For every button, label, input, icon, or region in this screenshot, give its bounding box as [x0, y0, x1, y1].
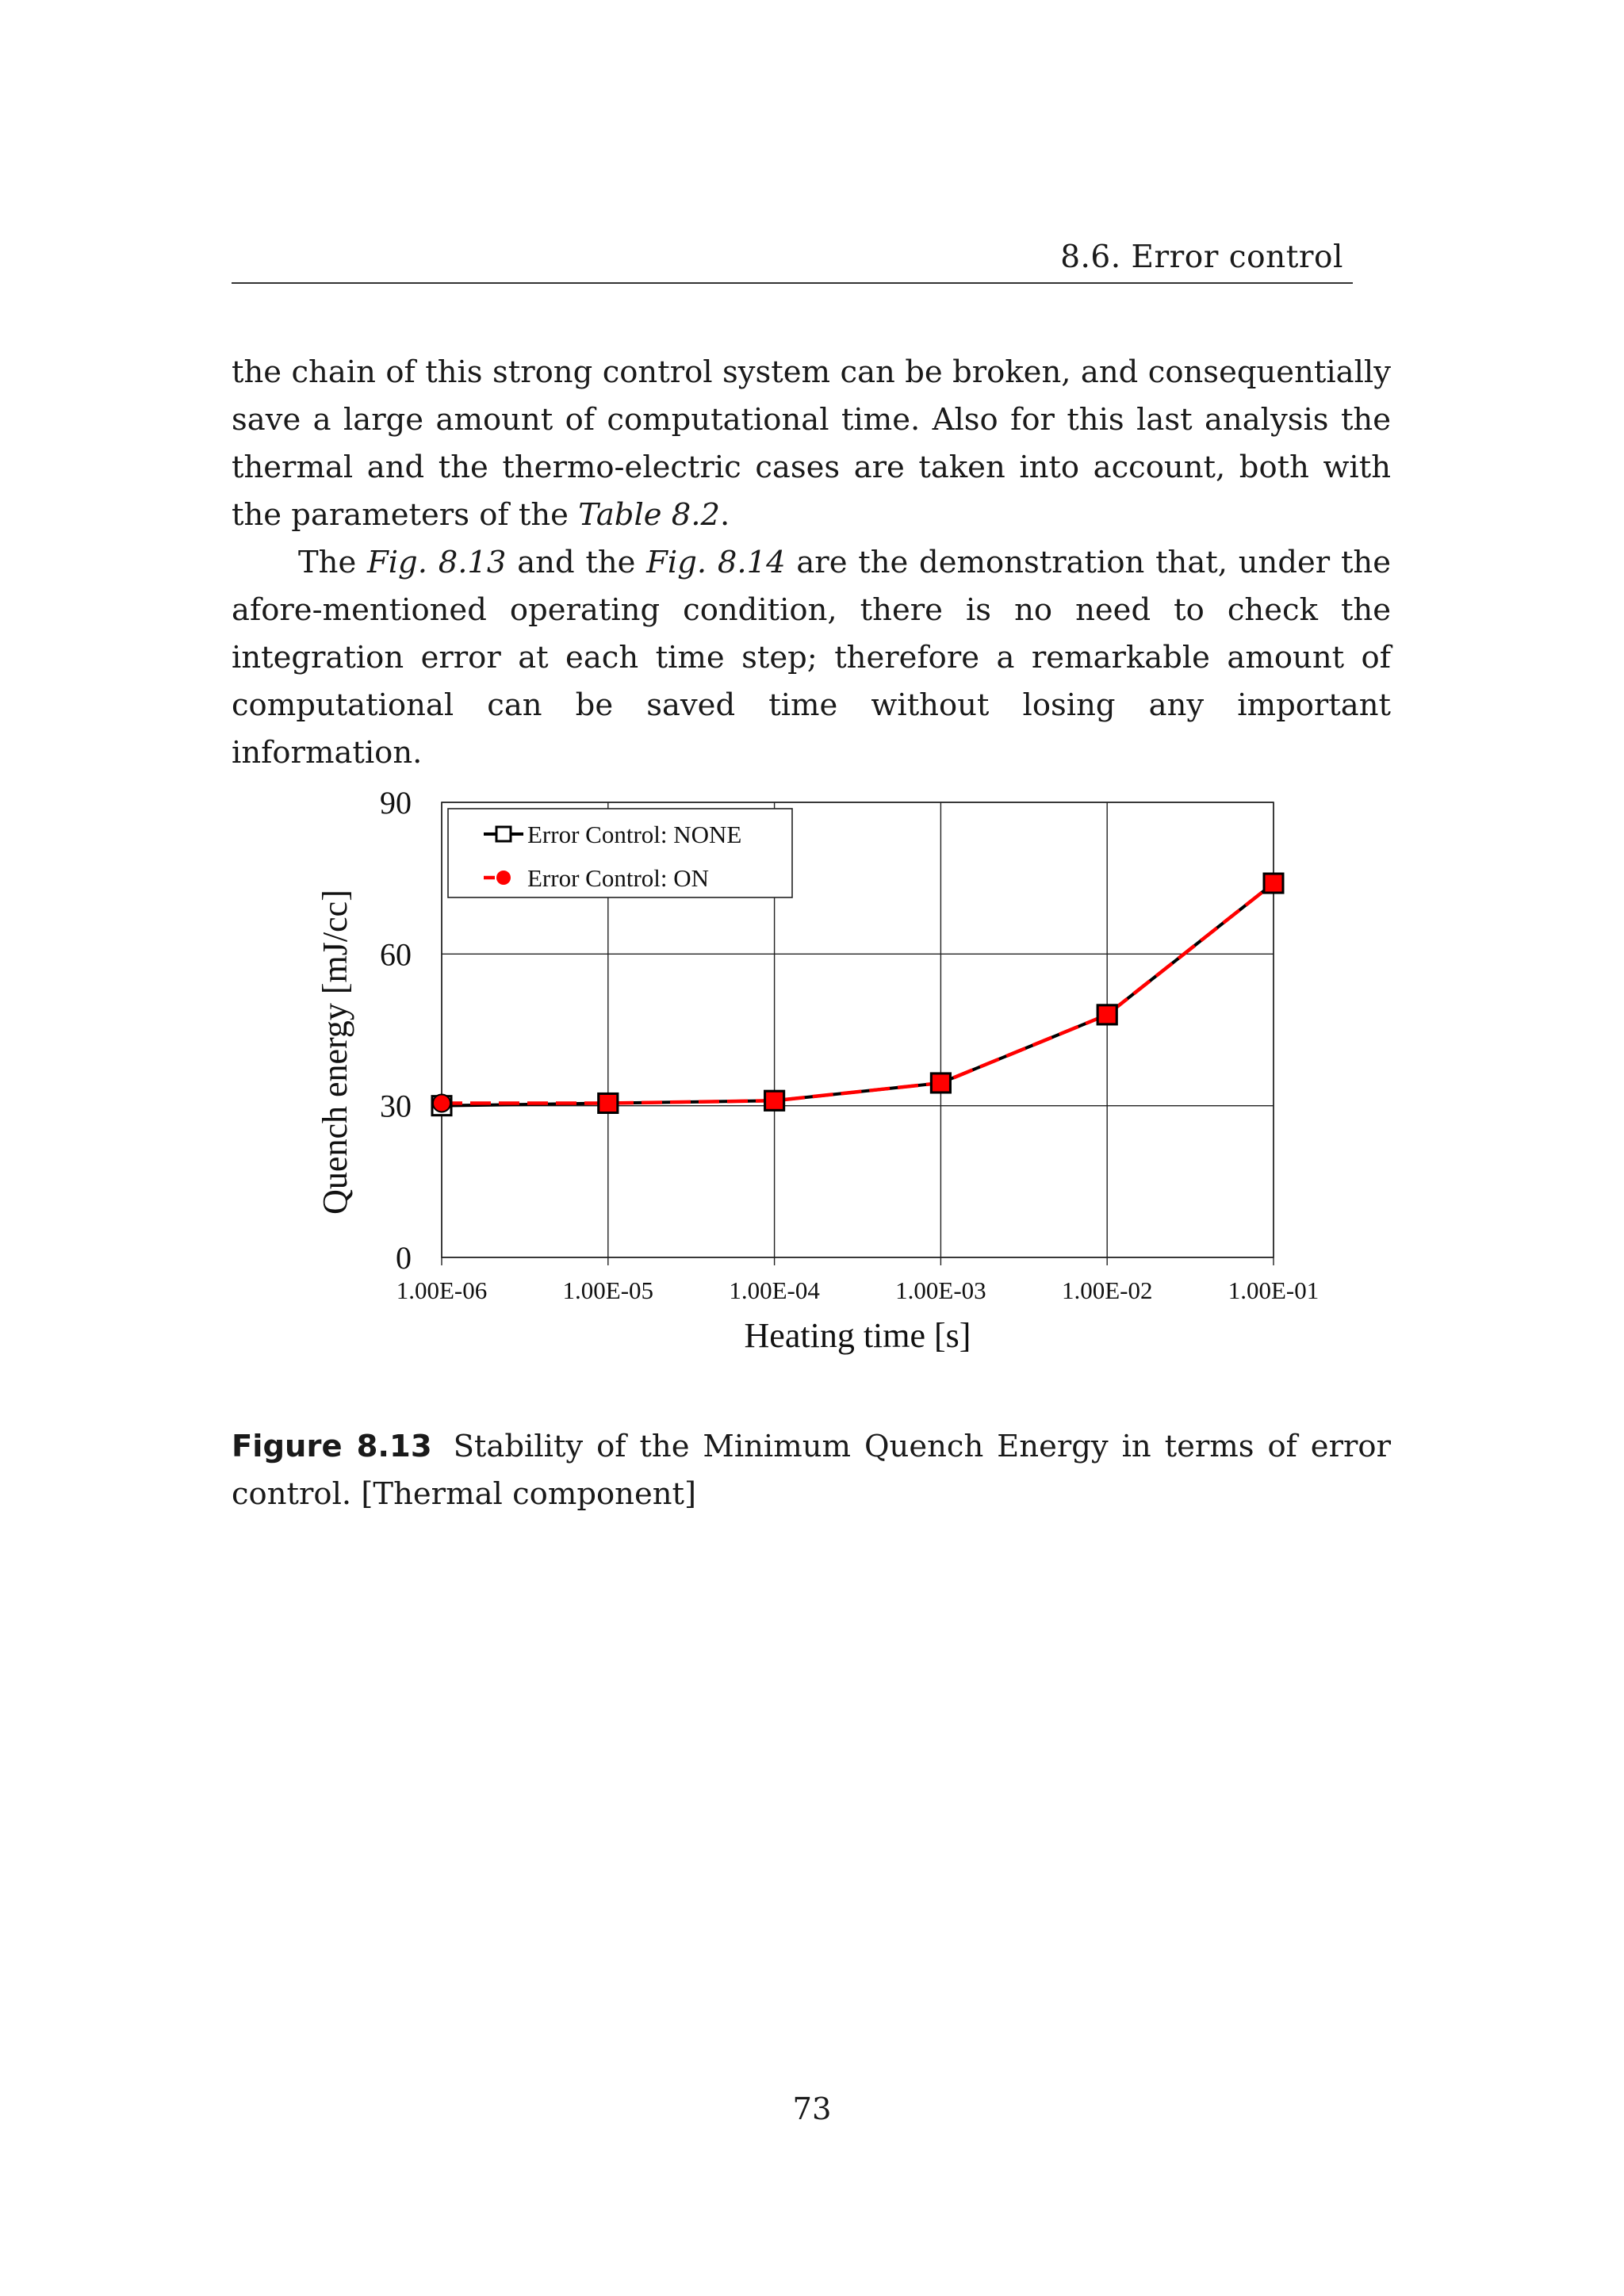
legend-marker-none [496, 827, 511, 841]
paragraph-2-end: are the demonstration that, under the afore-mentioned operating condition, there is no need to check the integration error at each time step; therefore a remarkable amount of computational can be saved time without losing any important information. [232, 545, 1392, 771]
y-tick-label: 0 [396, 1240, 412, 1276]
x-axis-label: Heating time [s] [744, 1316, 971, 1355]
paragraph-1-end: . [720, 497, 730, 533]
series-line-on [442, 883, 1274, 1103]
x-tick-label: 1.00E-04 [729, 1276, 820, 1304]
y-axis-label: Quench energy [mJ/cc] [316, 890, 354, 1215]
x-tick-label: 1.00E-05 [562, 1276, 654, 1304]
x-tick-label: 1.00E-06 [396, 1276, 488, 1304]
y-tick-label: 60 [380, 936, 412, 973]
x-tick-label: 1.00E-03 [895, 1276, 986, 1304]
section-title: 8.6. Error control [1060, 239, 1343, 275]
body-text [232, 349, 1391, 777]
figure-ref-1: Fig. 8.13 [367, 545, 507, 580]
legend-marker-on [496, 871, 511, 885]
series-line-none [442, 883, 1274, 1106]
marker-on-square [765, 1091, 784, 1110]
legend-label-none: Error Control: NONE [527, 821, 742, 848]
marker-on-square [1264, 874, 1283, 893]
chart-legend [448, 809, 792, 897]
quench-energy-chart [313, 785, 1360, 1372]
caption-text: Stability of the Minimum Quench Energy in terms of error control. [Thermal component] [232, 1429, 1391, 1512]
paragraph-2 [232, 539, 1391, 777]
y-tick-label: 30 [380, 1088, 412, 1124]
legend-label-on: Error Control: ON [527, 864, 710, 892]
paragraph-2-mid: and the [506, 545, 647, 580]
table-ref: Table 8.2 [578, 497, 721, 533]
running-header [232, 235, 1353, 284]
marker-on-square [599, 1093, 618, 1112]
marker-on-square [1097, 1005, 1116, 1024]
marker-on-square [931, 1073, 950, 1093]
paragraph-2-start: The [298, 545, 368, 580]
y-tick-label: 90 [380, 785, 412, 821]
x-tick-label: 1.00E-01 [1228, 1276, 1320, 1304]
paragraph-1-text: the chain of this strong control system can be broken, and consequentially save a large amount of computational time. Also for this last analysis the thermal and the thermo-electric cases are taken into account, both with the parameters of the [232, 354, 1391, 533]
chart-series [432, 874, 1283, 1115]
x-tick-label: 1.00E-02 [1061, 1276, 1153, 1304]
figure-ref-2: Fig. 8.14 [646, 545, 786, 580]
page-number: 73 [792, 2091, 832, 2127]
caption-label: Figure 8.13 [232, 1429, 432, 1464]
figure-8-13 [313, 785, 1360, 1372]
marker-on [433, 1094, 450, 1112]
paragraph-1 [232, 349, 1391, 539]
figure-caption [232, 1423, 1391, 1518]
